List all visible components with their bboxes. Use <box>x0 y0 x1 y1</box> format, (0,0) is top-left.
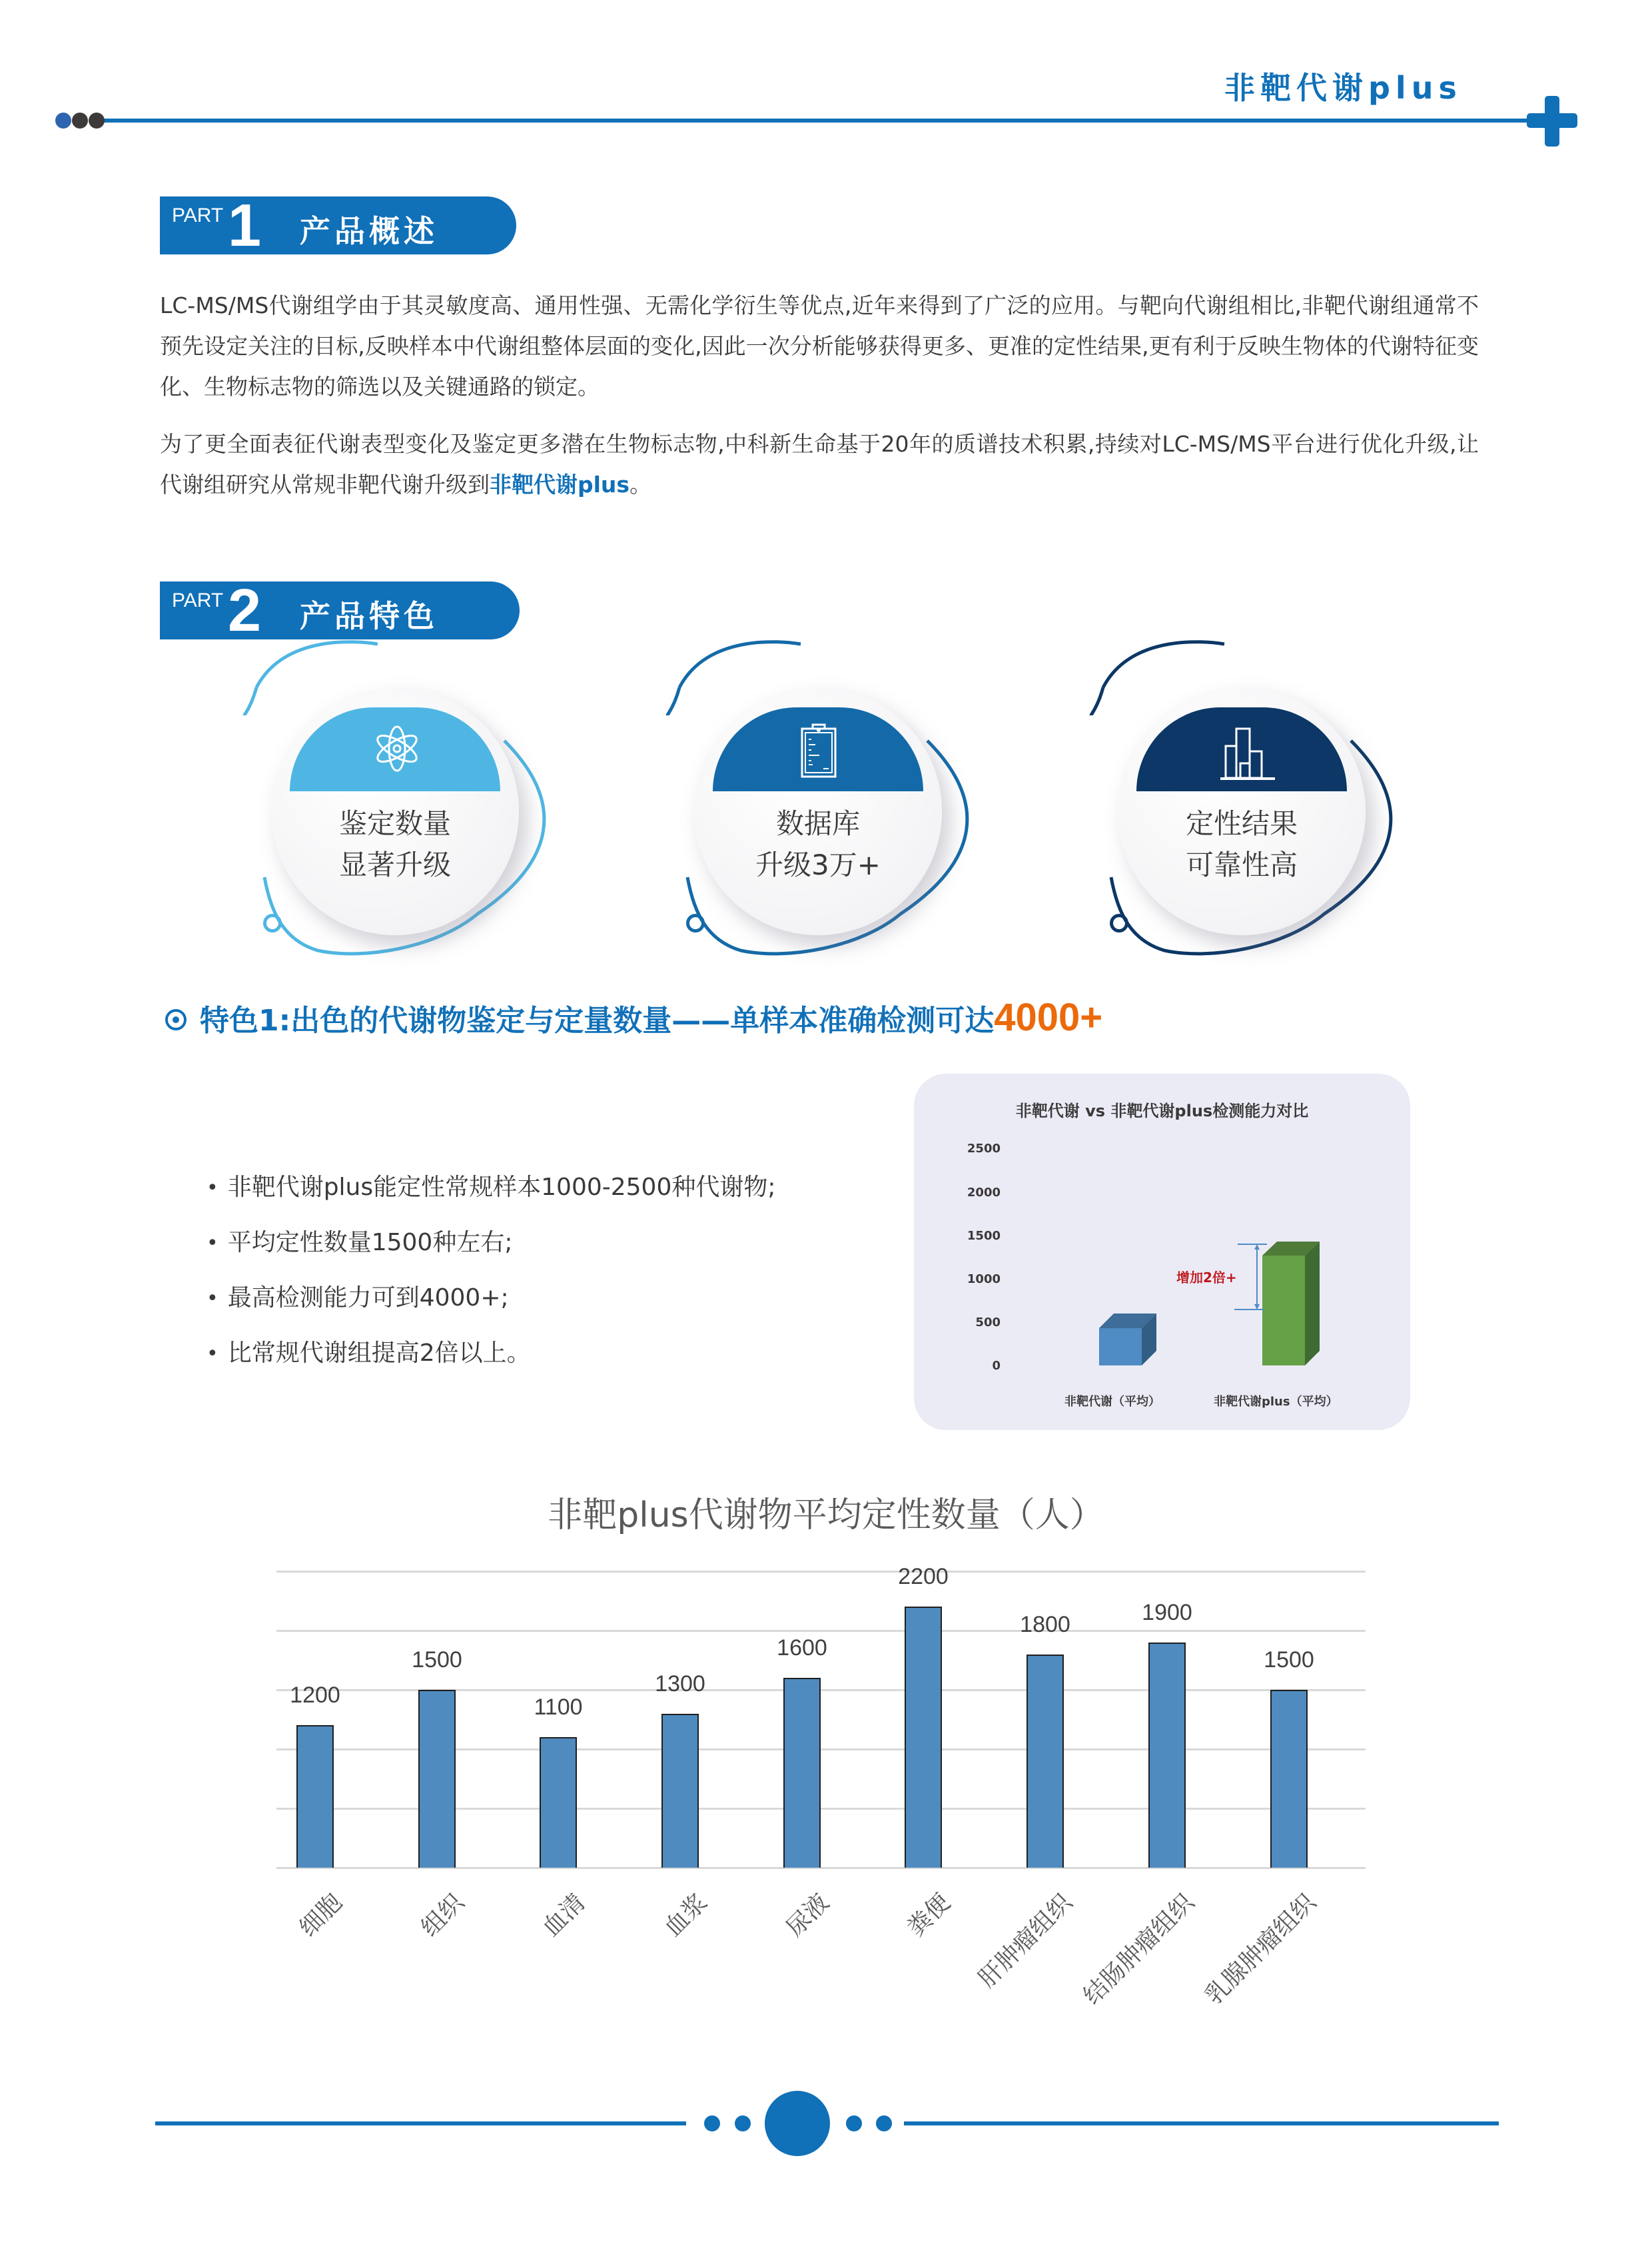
list-item: • 最高检测能力可到4000+; <box>206 1271 775 1326</box>
footer-circle-icon <box>765 2091 830 2156</box>
feature-cap <box>290 707 500 791</box>
bar-value-label: 1200 <box>290 1682 340 1708</box>
small-ring-icon <box>1110 914 1128 933</box>
comparison-chart-title: 非靶代谢 vs 非靶代谢plus检测能力对比 <box>1015 1102 1309 1120</box>
overview-paragraph-2: 为了更全面表征代谢表型变化及鉴定更多潜在生物标志物,中科新生命基于20年的质谱技术积累,持续对LC-MS/MS平台进行优化升级,让代谢组研究从常规非靶代谢升级到非靶代谢plus。 <box>160 431 1479 498</box>
feature-card-identification <box>271 687 519 935</box>
feature-text: 鉴定数量 显著升级 <box>338 807 451 881</box>
feature-cap <box>713 707 923 791</box>
gridline <box>276 1571 1366 1573</box>
y-tick: 0 <box>992 1359 1001 1373</box>
clipboard-icon <box>801 722 837 778</box>
x-axis-label: 血清 <box>537 1888 591 1942</box>
part2-banner <box>160 577 520 644</box>
part2-title: 产品特色 <box>300 598 438 634</box>
x-axis-label: 粪便 <box>902 1888 956 1942</box>
part1-title: 产品概述 <box>300 213 438 249</box>
y-tick: 2000 <box>967 1186 1001 1200</box>
feature-text: 定性结果 可靠性高 <box>1185 807 1298 881</box>
chart-bar <box>1148 1643 1186 1868</box>
y-tick: 1000 <box>967 1272 1001 1286</box>
bar-value-label: 1900 <box>1142 1599 1192 1625</box>
chart-title: 非靶plus代谢物平均定性数量（人） <box>548 1495 1104 1535</box>
chart-bar <box>783 1678 821 1868</box>
footer-dot-icon <box>846 2115 862 2131</box>
footer-dot-icon <box>735 2115 751 2131</box>
part2-label: PART <box>172 589 224 611</box>
part1-number: 1 <box>228 192 262 259</box>
bar-value-label: 1800 <box>1020 1611 1070 1637</box>
feature-circle <box>1118 687 1366 935</box>
increase-annotation: 增加2倍+ <box>1176 1270 1237 1286</box>
header-dot-icon <box>55 113 71 129</box>
heading-highlight: 4000+ <box>994 996 1103 1039</box>
footer-line <box>155 2121 686 2125</box>
bar-chart-icon <box>1220 726 1275 781</box>
y-tick: 1500 <box>967 1229 1001 1243</box>
feature1-heading: 特色1:出色的代谢物鉴定与定量数量——单样本准确检测可达4000+ <box>165 995 1102 1040</box>
header-dot-icon <box>89 113 105 129</box>
x-label: 非靶代谢plus（平均） <box>1214 1395 1338 1409</box>
target-bullet-icon <box>165 1009 187 1030</box>
x-axis-label: 尿液 <box>781 1888 835 1942</box>
small-ring-icon <box>686 914 705 933</box>
feature-circle <box>694 687 942 935</box>
atom-icon <box>374 723 420 774</box>
small-ring-icon <box>263 914 282 933</box>
chart-bar <box>418 1690 456 1868</box>
chart-bar <box>1270 1690 1308 1868</box>
list-item: • 比常规代谢组提高2倍以上。 <box>206 1326 775 1381</box>
feature-cap <box>1136 707 1347 791</box>
chart-bar <box>296 1725 334 1868</box>
x-axis-label: 血浆 <box>659 1888 713 1942</box>
bar-value-label: 1500 <box>1264 1647 1314 1673</box>
footer-dot-icon <box>876 2115 892 2131</box>
x-axis-label: 结肠肿瘤组织 <box>1078 1888 1200 2010</box>
chart-bar <box>661 1714 699 1868</box>
chart-bar <box>905 1607 942 1868</box>
feature-card-reliability <box>1118 687 1366 935</box>
overview-paragraph-1: LC-MS/MS代谢组学由于其灵敏度高、通用性强、无需化学衍生等优点,近年来得到了广泛的应用。与靶向代谢组相比,非靶代谢组通常不预先设定关注的目标,反映样本中代谢组整体层面的变化,因此一次分析能够获得更多、更准的定性结果,更有利于反映生物体的代谢特征变化、生物标志物的筛选以及关键通路的锁定。 <box>160 292 1479 400</box>
x-axis-label: 组织 <box>416 1888 470 1942</box>
part2-number: 2 <box>228 577 262 644</box>
chart-bar <box>540 1737 577 1868</box>
footer-dot-icon <box>704 2115 720 2131</box>
part1-banner <box>160 192 516 259</box>
footer-line <box>904 2121 1499 2125</box>
header-divider <box>100 119 1552 123</box>
comparison-bars <box>914 1074 1410 1430</box>
chart-bar <box>1027 1655 1064 1868</box>
y-tick: 2500 <box>967 1142 1001 1156</box>
bar-value-label: 2200 <box>898 1564 949 1590</box>
list-item: • 非靶代谢plus能定性常规样本1000-2500种代谢物; <box>206 1160 775 1216</box>
bar-value-label: 1500 <box>412 1647 462 1673</box>
feature-text: 数据库 升级3万+ <box>755 807 881 881</box>
part1-label: PART <box>172 204 224 226</box>
list-item: • 平均定性数量1500种左右; <box>206 1216 775 1271</box>
comparison-chart-card <box>914 1074 1410 1430</box>
x-label: 非靶代谢（平均） <box>1064 1395 1160 1409</box>
bar-value-label: 1100 <box>534 1694 583 1720</box>
product-name-highlight: 非靶代谢plus <box>490 472 630 498</box>
x-axis-label: 细胞 <box>294 1888 348 1942</box>
gridline <box>276 1630 1366 1632</box>
bar-value-label: 1600 <box>777 1635 827 1661</box>
feature-card-database <box>694 687 942 935</box>
x-axis-label: 乳腺肿瘤组织 <box>1200 1888 1322 2010</box>
x-axis-label: 肝肿瘤组织 <box>973 1888 1078 1993</box>
bar-value-label: 1300 <box>655 1671 705 1696</box>
feature1-bullet-list <box>206 1160 775 1381</box>
feature-circle <box>271 687 519 935</box>
y-tick: 500 <box>975 1315 1001 1329</box>
header-dot-icon <box>72 113 88 129</box>
header-title: 非靶代谢plus <box>1224 70 1462 106</box>
